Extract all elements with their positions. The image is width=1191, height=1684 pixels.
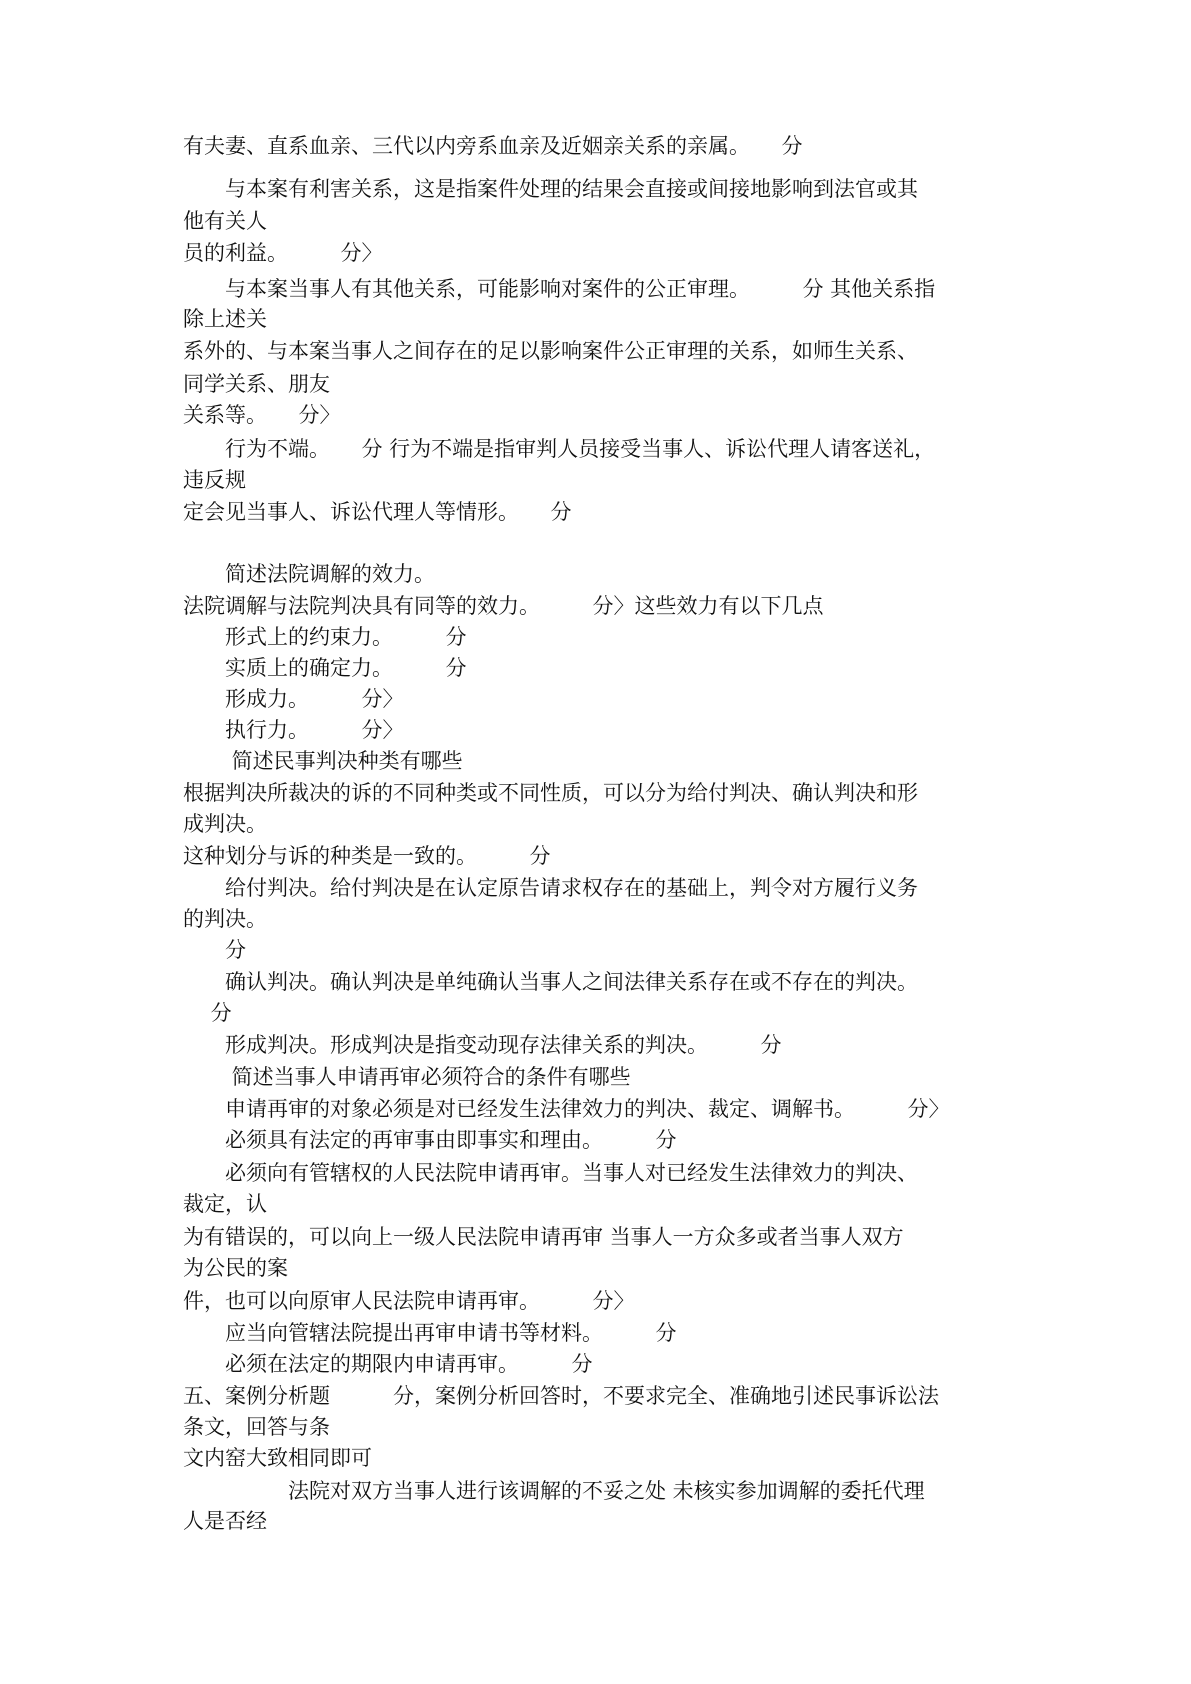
text-line: 关系等。 分〉 <box>183 403 341 427</box>
text-line: 系外的、与本案当事人之间存在的足以影响案件公正审理的关系，如师生关系、 <box>183 339 918 363</box>
text-line: 分 <box>183 1001 232 1025</box>
text-line: 他有关人 <box>183 209 267 233</box>
text-line: 必须具有法定的再审事由即事实和理由。 分 <box>183 1128 677 1152</box>
text-line: 法院调解与法院判决具有同等的效力。 分〉这些效力有以下几点 <box>183 594 824 618</box>
text-line: 条文，回答与条 <box>183 1415 330 1439</box>
text-line: 形成力。 分〉 <box>183 687 404 711</box>
text-line: 员的利益。 分〉 <box>183 241 383 265</box>
text-line: 行为不端。 分 行为不端是指审判人员接受当事人、诉讼代理人请客送礼， <box>183 437 936 461</box>
text-line: 分 <box>183 938 246 962</box>
text-line: 与本案当事人有其他关系，可能影响对案件的公正审理。 分 其他关系指 <box>183 277 936 301</box>
text-line: 为有错误的，可以向上一级人民法院申请再审 当事人一方众多或者当事人双方 <box>183 1225 904 1249</box>
section-heading: 五、案例分析题 分，案例分析回答时，不要求完全、准确地引述民事诉讼法 <box>183 1384 939 1408</box>
text-line: 裁定，认 <box>183 1192 267 1216</box>
text-line: 必须在法定的期限内申请再审。 分 <box>183 1352 593 1376</box>
text-line: 形式上的约束力。 分 <box>183 625 467 649</box>
text-line: 的判决。 <box>183 907 267 931</box>
section-heading: 简述法院调解的效力。 <box>183 562 435 586</box>
text-line: 应当向管辖法院提出再审申请书等材料。 分 <box>183 1321 677 1345</box>
text-line: 有夫妻、直系血亲、三代以内旁系血亲及近姻亲关系的亲属。 分 <box>183 134 803 158</box>
text-line: 文内窑大致相同即可 <box>183 1446 372 1470</box>
text-line: 这种划分与诉的种类是一致的。 分 <box>183 844 551 868</box>
text-line: 必须向有管辖权的人民法院申请再审。当事人对已经发生法律效力的判决、 <box>183 1161 918 1185</box>
text-line: 件，也可以向原审人民法院申请再审。 分〉 <box>183 1289 635 1313</box>
text-line: 与本案有利害关系，这是指案件处理的结果会直接或间接地影响到法官或其 <box>183 177 918 201</box>
section-heading: 简述当事人申请再审必须符合的条件有哪些 <box>183 1065 631 1089</box>
text-line: 人是否经 <box>183 1509 267 1533</box>
text-line: 形成判决。形成判决是指变动现存法律关系的判决。 分 <box>183 1033 782 1057</box>
text-line: 实质上的确定力。 分 <box>183 656 467 680</box>
text-line: 为公民的案 <box>183 1256 288 1280</box>
text-line: 确认判决。确认判决是单纯确认当事人之间法律关系存在或不存在的判决。 <box>183 970 918 994</box>
text-line: 申请再审的对象必须是对已经发生法律效力的判决、裁定、调解书。 分〉 <box>183 1097 950 1121</box>
text-line: 给付判决。给付判决是在认定原告请求权存在的基础上，判令对方履行义务 <box>183 876 918 900</box>
text-line: 违反规 <box>183 468 246 492</box>
text-line: 除上述关 <box>183 307 267 331</box>
text-line: 成判决。 <box>183 812 267 836</box>
text-line: 定会见当事人、诉讼代理人等情形。 分 <box>183 500 572 524</box>
text-line: 法院对双方当事人进行该调解的不妥之处 未核实参加调解的委托代理 <box>183 1479 925 1503</box>
text-line: 执行力。 分〉 <box>183 718 404 742</box>
text-line: 根据判决所裁决的诉的不同种类或不同性质，可以分为给付判决、确认判决和形 <box>183 781 918 805</box>
section-heading: 简述民事判决种类有哪些 <box>183 749 463 773</box>
text-line: 同学关系、朋友 <box>183 372 330 396</box>
